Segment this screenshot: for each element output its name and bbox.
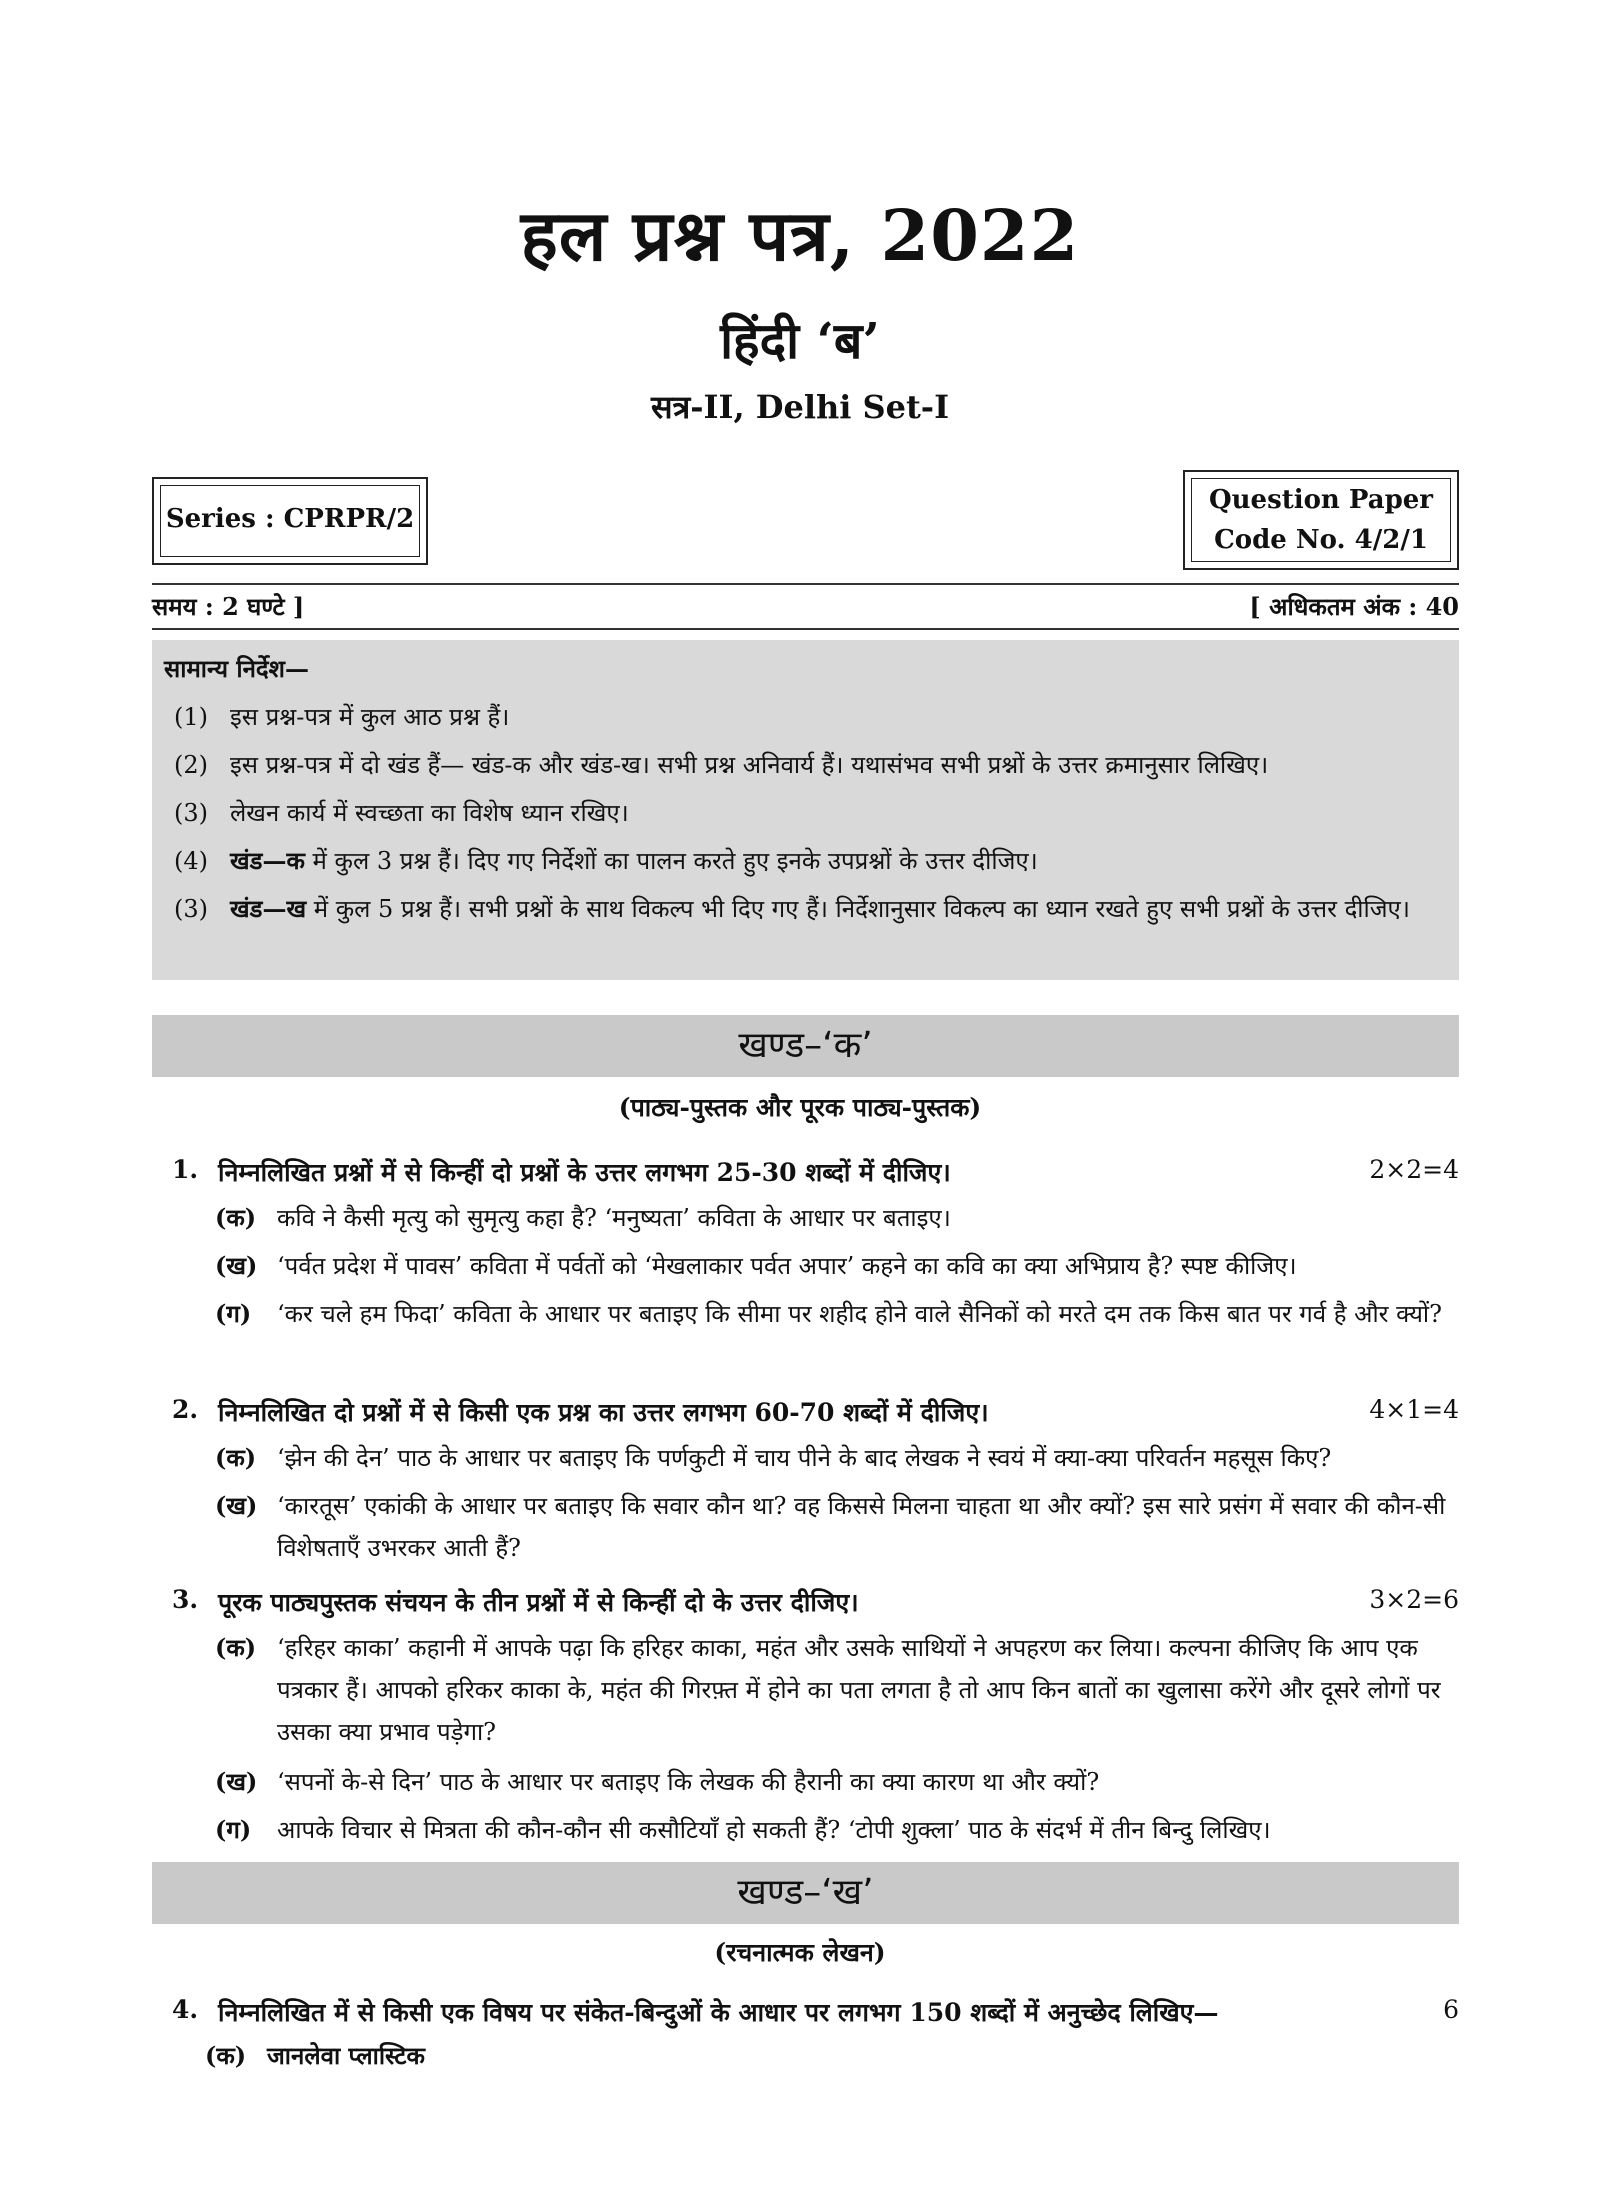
question-text: निम्नलिखित में से किसी एक विषय पर संकेत-बिन्दुओं के आधार पर लगभग 150 शब्दों में अनुच्छेद लिखिए— — [218, 1998, 1219, 2027]
sub-question — [215, 1293, 1459, 1335]
instruction-num: (4) — [174, 847, 208, 875]
sub-question — [215, 1485, 1459, 1569]
instruction-text: इस प्रश्न-पत्र में दो खंड हैं— खंड-क और खंड-ख। सभी प्रश्न अनिवार्य हैं। यथासंभव सभी प्रश्नों के उत्तर क्रमानुसार लिखिए। — [230, 751, 1269, 779]
instruction-item — [174, 698, 1439, 736]
section-a-subtitle: (पाठ्य-पुस्तक और पूरक पाठ्य-पुस्तक) — [618, 1093, 982, 1122]
question-2 — [172, 1395, 1459, 1429]
instruction-num: (3) — [174, 895, 208, 923]
code-box — [1183, 470, 1459, 570]
sub-question — [215, 1809, 1459, 1851]
sub-text: ‘सपनों के-से दिन’ पाठ के आधार पर बताइए कि लेखक की हैरानी का क्या कारण था और क्यों? — [277, 1768, 1100, 1796]
question-text: पूरक पाठ्यपुस्तक संचयन के तीन प्रश्नों में से किन्हीं दो के उत्तर दीजिए। — [218, 1588, 859, 1617]
sub-label: (ग) — [215, 1299, 252, 1328]
sub-label: (क) — [205, 2041, 247, 2070]
instruction-item — [174, 890, 1439, 928]
question-number: 3. — [172, 1585, 199, 1614]
code-text — [1185, 480, 1457, 560]
instruction-item — [174, 794, 1439, 832]
question-number: 1. — [172, 1155, 199, 1184]
question-marks: 3×2=6 — [1369, 1585, 1459, 1614]
question-1 — [172, 1155, 1459, 1189]
sub-text: आपके विचार से मित्रता की कौन-कौन सी कसौटियाँ हो सकती हैं? ‘टोपी शुक्ला’ पाठ के संदर्भ में तीन बिन्दु लिखिए। — [277, 1816, 1271, 1844]
sub-label: (क) — [215, 1633, 257, 1662]
question-marks: 2×2=4 — [1369, 1155, 1459, 1184]
question-text: निम्नलिखित प्रश्नों में से किन्हीं दो प्रश्नों के उत्तर लगभग 25-30 शब्दों में दीजिए। — [218, 1158, 951, 1187]
question-4 — [172, 1995, 1459, 2029]
sub-question — [215, 1761, 1459, 1803]
instruction-text: लेखन कार्य में स्वच्छता का विशेष ध्यान रखिए। — [230, 799, 629, 827]
sub-question — [215, 1437, 1459, 1479]
code-line1: Question Paper — [1208, 485, 1434, 515]
top-rule — [152, 583, 1459, 585]
sub-text: ‘कर चले हम फिदा’ कविता के आधार पर बताइए कि सीमा पर शहीद होने वाले सैनिकों को मरते दम तक किस बात पर गर्व है और क्यों? — [277, 1300, 1442, 1328]
instruction-num: (3) — [174, 799, 208, 827]
instruction-bold: खंड—ख — [230, 894, 307, 923]
sub-text: ‘पर्वत प्रदेश में पावस’ कविता में पर्वतों को ‘मेखलाकार पर्वत अपार’ कहने का कवि का क्या अभिप्राय है? स्पष्ट कीजिए। — [277, 1252, 1297, 1280]
question-number: 2. — [172, 1395, 199, 1424]
instruction-item — [174, 842, 1439, 880]
sub-question — [215, 1627, 1459, 1753]
sub-text: जानलेवा प्लास्टिक — [267, 2041, 425, 2070]
instruction-text: इस प्रश्न-पत्र में कुल आठ प्रश्न हैं। — [230, 703, 510, 731]
section-b-bar: खण्ड–‘ख’ — [152, 1862, 1459, 1924]
instruction-text: में कुल 5 प्रश्न हैं। सभी प्रश्नों के साथ विकल्प भी दिए गए हैं। निर्देशानुसार विकल्प का ध्यान रखते हुए सभी प्रश्नों के उत्तर दीजिए। — [306, 895, 1410, 923]
sub-label: (ख) — [215, 1767, 258, 1796]
instruction-num: (2) — [174, 751, 208, 779]
section-b-subtitle: (रचनात्मक लेखन) — [714, 1938, 886, 1967]
instruction-bold: खंड—क — [230, 846, 305, 875]
instruction-item — [174, 746, 1439, 784]
time-label: समय : 2 घण्टे ] — [152, 592, 305, 621]
sub-text: ‘हरिहर काका’ कहानी में आपके पढ़ा कि हरिहर काका, महंत और उसके साथियों ने अपहरण कर लिया। कल्पना कीजिए कि आप एक पत्रकार हैं। आपको हरिकर काका के, महंत की गिरफ़्त में होने का पता लगता है तो आप किन बातों का खुलासा करेंगे और दूसरे लोगों पर उसका क्या प्रभाव पड़ेगा? — [277, 1634, 1441, 1746]
session-label: सत्र-II, Delhi Set-I — [650, 388, 950, 426]
sub-text: ‘झेन की देन’ पाठ के आधार पर बताइए कि पर्णकुटी में चाय पीने के बाद लेखक ने स्वयं में क्या-क्या परिवर्तन महसूस किए? — [277, 1444, 1332, 1472]
sub-question — [215, 1197, 1459, 1239]
meta-rule — [152, 628, 1459, 630]
sub-label: (ग) — [215, 1815, 252, 1844]
sub-question — [205, 2035, 1449, 2077]
question-marks: 4×1=4 — [1369, 1395, 1459, 1424]
meta-row — [152, 590, 1459, 623]
sub-text: कवि ने कैसी मृत्यु को सुमृत्यु कहा है? ‘मनुष्यता’ कविता के आधार पर बताइए। — [277, 1204, 951, 1232]
general-instructions-panel — [152, 640, 1459, 980]
series-box — [152, 477, 428, 565]
sub-label: (ख) — [215, 1491, 258, 1520]
question-text: निम्नलिखित दो प्रश्नों में से किसी एक प्रश्न का उत्तर लगभग 60-70 शब्दों में दीजिए। — [218, 1398, 989, 1427]
sub-question — [215, 1245, 1459, 1287]
instructions-heading: सामान्य निर्देश— — [164, 654, 309, 683]
instruction-text: में कुल 3 प्रश्न हैं। दिए गए निर्देशों का पालन करते हुए इनके उपप्रश्नों के उत्तर दीजिए। — [304, 847, 1038, 875]
question-3 — [172, 1585, 1459, 1619]
sub-label: (क) — [215, 1203, 257, 1232]
page-title: हल प्रश्न पत्र, 2022 — [520, 194, 1080, 277]
question-number: 4. — [172, 1995, 199, 2024]
series-label: Series : CPRPR/2 — [165, 504, 415, 534]
instruction-num: (1) — [174, 703, 208, 731]
sub-label: (क) — [215, 1443, 257, 1472]
subject-title: हिंदी ‘ब’ — [720, 311, 880, 370]
question-marks: 6 — [1443, 1995, 1459, 2024]
sub-label: (ख) — [215, 1251, 258, 1280]
code-line2: Code No. 4/2/1 — [1214, 525, 1428, 555]
section-a-bar: खण्ड–‘क’ — [152, 1015, 1459, 1077]
max-marks-label: [ अधिकतम अंक : 40 — [1249, 592, 1459, 621]
sub-text: ‘कारतूस’ एकांकी के आधार पर बताइए कि सवार कौन था? वह किससे मिलना चाहता था और क्यों? इस सारे प्रसंग में सवार की कौन-सी विशेषताएँ उभरकर आती हैं? — [277, 1492, 1446, 1562]
